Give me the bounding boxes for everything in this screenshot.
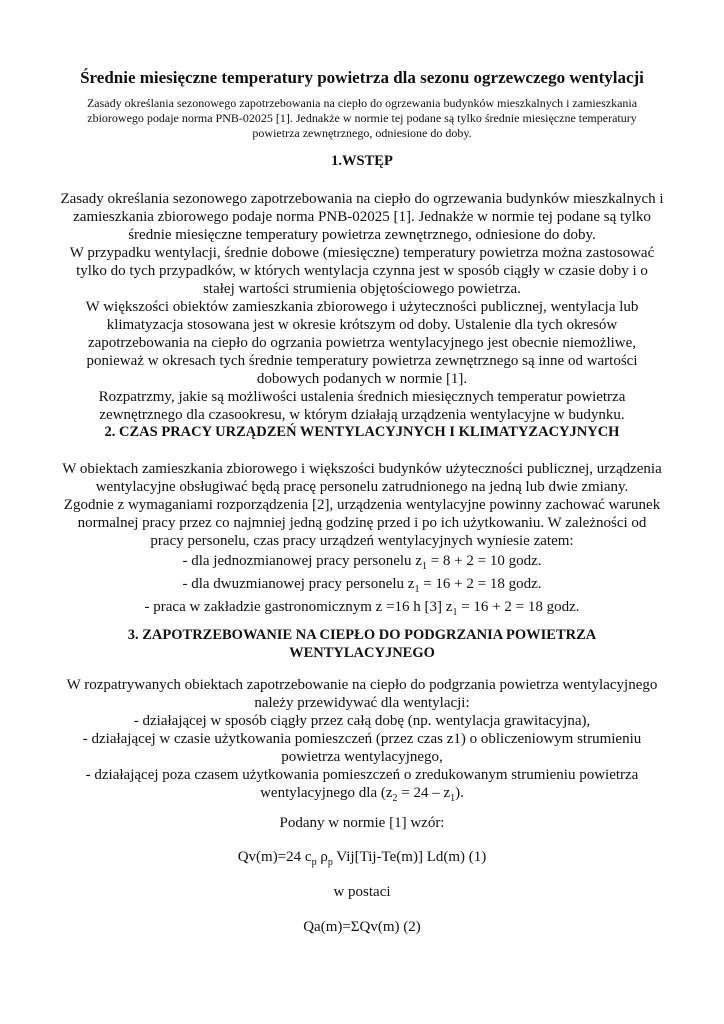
section-2-heading: 2. CZAS PRACY URZĄDZEŃ WENTYLACYJNYCH I KLIMATYZACYJNYCH (104, 424, 620, 440)
list-item: - działającej poza czasem użytkowania pomieszczeń o zredukowanym strumieniu powietrza wentylacyjnego dla $(z_2 = 24 - z_1)$. (85, 767, 639, 804)
formula-2: Qa(m)=ΣQv(m) (2) (303, 919, 421, 935)
formula-1: Qv(m)=24 $c_p$ $\rho_p$ Vij[Tij-Te(m)] Ld(m) (1) (237, 849, 487, 868)
formula-intro: Podany w normie [1] wzór: (279, 815, 445, 831)
list-item: - dla dwuzmianowej pracy personelu $z_1 = 16 + 2 = 18$ godz. (182, 576, 542, 595)
list-item: - dla jednozmianowej pracy personelu $z_1 = 8 + 2 = 10$ godz. (182, 553, 542, 572)
paragraph: W przypadku wentylacji, średnie dobowe (miesięczne) temperatury powietrza można zastosować tylko do tych przypadków, w których wentylacja czynna jest w sposób ciągły w czasie doby i o stałej wartości strumienia objętościowego powietrza. (69, 245, 655, 297)
paragraph: Rozpatrzmy, jakie są możliwości ustalenia średnich miesięcznych temperatur powietrza zewnętrznego dla czasookresu, w którym działają urządzenia wentylacyjne w budynku. (98, 389, 626, 423)
section-1-body (60, 190, 664, 424)
paragraph: W rozpatrywanych obiektach zapotrzebowanie na ciepło do podgrzania powietrza wentylacyjnego należy przewidywać dla wentylacji: (66, 677, 658, 711)
section-3-heading: 3. ZAPOTRZEBOWANIE NA CIEPŁO DO PODGRZANIA POWIETRZA WENTYLACYJNEGO (127, 627, 597, 661)
paragraph: W obiektach zamieszkania zbiorowego i większości budynków użyteczności publicznej, urządzenia wentylacyjne obsługiwać będą pracę personelu zatrudnionego na jedną lub dwie zmiany. (62, 461, 662, 495)
list-item: - praca w zakładzie gastronomicznym z =16 h [3] $z_1 = 16 + 2 = 18$ godz. (144, 599, 580, 618)
list-item: - działającej w sposób ciągły przez całą dobę (np. wentylacja grawitacyjna), (133, 713, 591, 729)
paragraph: W większości obiektów zamieszkania zbiorowego i użyteczności publicznej, wentylacja lub klimatyzacja stosowana jest w okresie krótszym od doby. Ustalenie dla tych okresów zapotrzebowania na ciepło do ogrzania powietrza wentylacyjnego jest obecnie niemożliwe, ponieważ w okresach tych średnie temperatury powietrza zewnętrznego są inne od wartości dobowych podanych w normie [1]. (85, 299, 639, 387)
list-item: - działającej w czasie użytkowania pomieszczeń (przez czas z1) o obliczeniowym strumieniu powietrza wentylacyjnego, (82, 731, 642, 765)
section-1-heading: 1.WSTĘP (331, 153, 393, 169)
abstract: Zasady określania sezonowego zapotrzebowania na ciepło do ogrzewania budynków mieszkalnych i zamieszkania zbiorowego podaje norma PNB-02025 [1]. Jednakże w normie tej podane są tylko średnie miesięczne temperatury powietrza zewnętrznego, odniesione do doby. (86, 96, 638, 140)
paragraph: Zgodnie z wymaganiami rozporządzenia [2], urządzenia wentylacyjne powinny zachować warunek normalnej pracy przez co najmniej jedną godzinę przed i po ich użytkowaniu. W zależności od pracy personelu, czas pracy urządzeń wentylacyjnych wyniesie zatem: (63, 497, 661, 549)
section-3-body (60, 676, 664, 802)
formula-connector: w postaci (333, 884, 391, 900)
paragraph: Zasady określania sezonowego zapotrzebowania na ciepło do ogrzewania budynków mieszkalnych i zamieszkania zbiorowego podaje norma PNB-02025 [1]. Jednakże w normie tej podane są tylko średnie miesięczne temperatury powietrza zewnętrznego, odniesione do doby. (60, 191, 664, 243)
document-title: Średnie miesięczne temperatury powietrza dla sezonu ogrzewczego wentylacji (80, 68, 644, 87)
section-2-body (60, 460, 664, 616)
